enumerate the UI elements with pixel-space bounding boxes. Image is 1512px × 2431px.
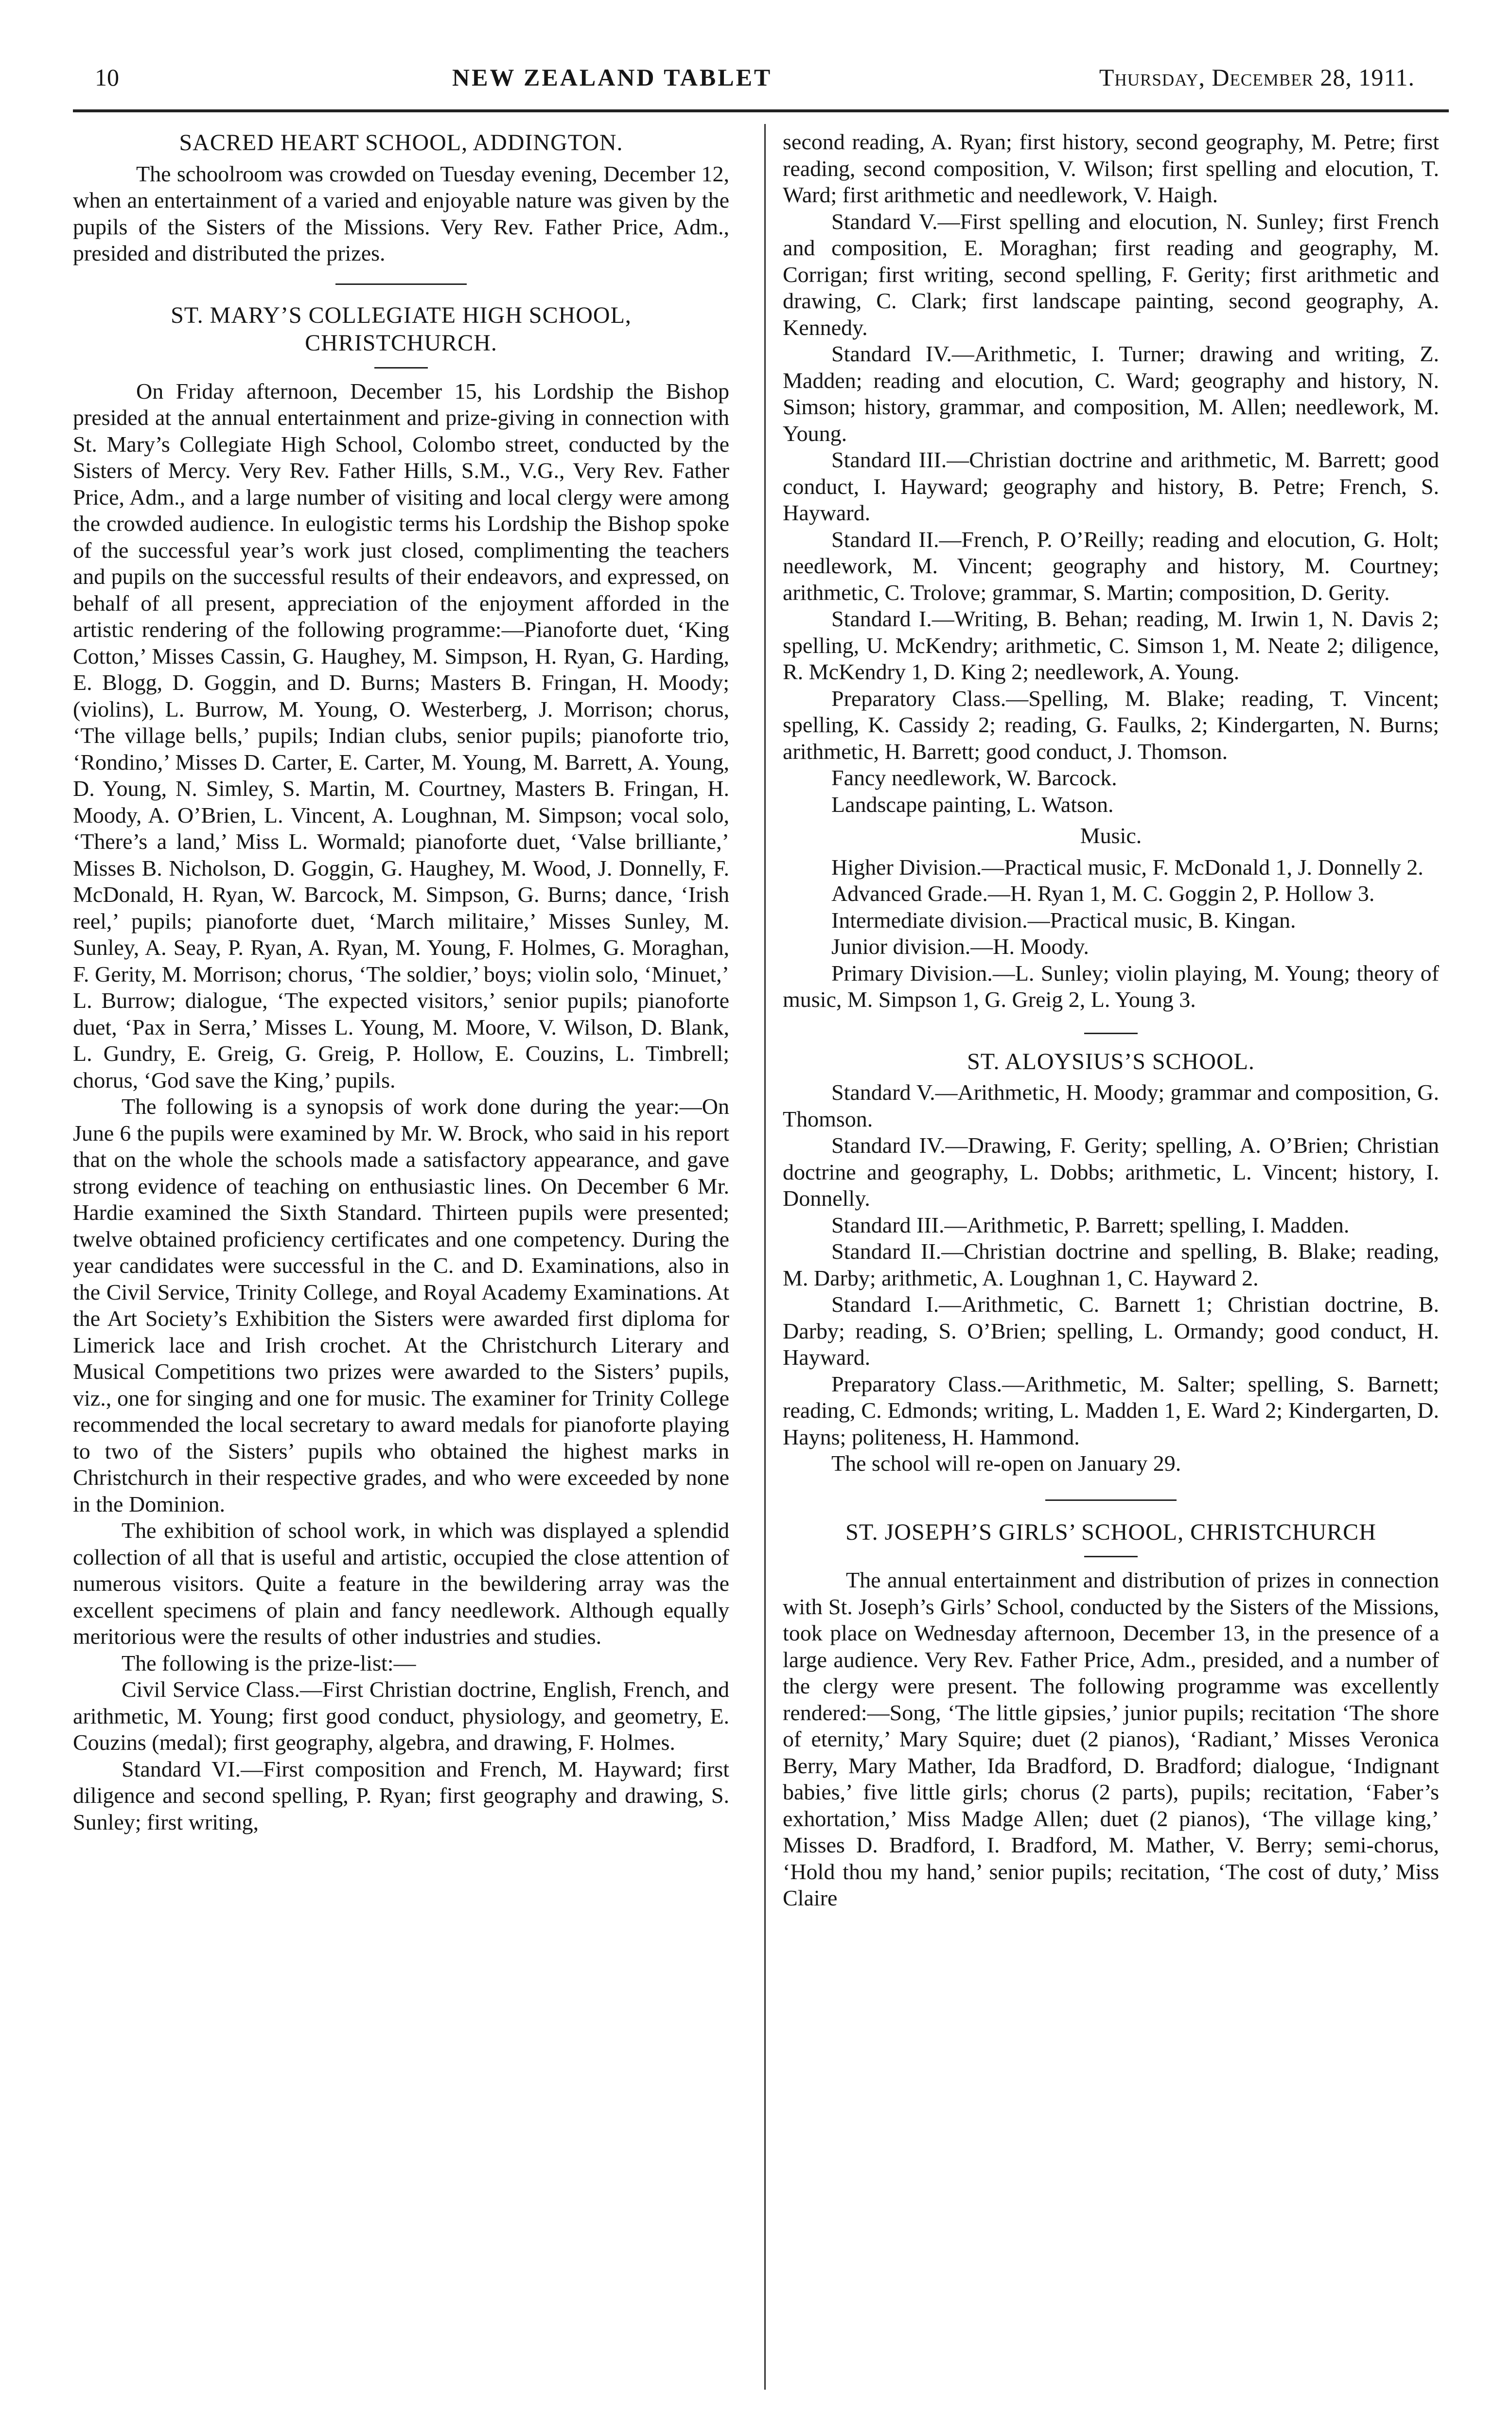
prize-entry: Preparatory Class.—Spelling, M. Blake; reading, T. Vincent; spelling, K. Cassidy 2; reading, G. Faulks, 2; Kindergarten, N. Burns; arithmetic, H. Barrett; good conduct, J. Thomson. bbox=[783, 686, 1439, 764]
music-heading: Music. bbox=[1080, 823, 1142, 848]
prize-entry: Standard III.—Arithmetic, P. Barrett; spelling, I. Madden. bbox=[831, 1212, 1350, 1237]
prize-entry: Standard I.—Arithmetic, C. Barnett 1; Christian doctrine, B. Darby; reading, S. O’Brien; spelling, L. Ormandy; good conduct, H. Hayward. bbox=[783, 1292, 1439, 1370]
music-entry: Advanced Grade.—H. Ryan 1, M. C. Goggin 2, P. Hollow 3. bbox=[831, 881, 1375, 906]
music-entry: Intermediate division.—Practical music, B. Kingan. bbox=[831, 907, 1296, 933]
prize-entry: Civil Service Class.—First Christian doctrine, English, French, and arithmetic, M. Young; first good conduct, physiology, and geometry, E. Couzins (medal); first geography, algebra, and drawing, F. Holmes. bbox=[73, 1677, 729, 1755]
reopen-notice: The school will re-open on January 29. bbox=[831, 1451, 1181, 1476]
prize-entry: Standard II.—Christian doctrine and spelling, B. Blake; reading, M. Darby; arithmetic, A. Loughnan 1, C. Hayward 2. bbox=[783, 1239, 1439, 1290]
sacred-heart-paragraph: The schoolroom was crowded on Tuesday evening, December 12, when an entertainment of a varied and enjoyable nature was given by the pupils of the Sisters of the Missions. Very Rev. Father Price, Adm., presided and distributed the prizes. bbox=[73, 161, 729, 266]
prize-entry: Landscape painting, L. Watson. bbox=[831, 792, 1114, 817]
music-entry: Higher Division.—Practical music, F. McDonald 1, J. Donnelly 2. bbox=[831, 854, 1424, 880]
music-entry: Primary Division.—L. Sunley; violin playing, M. Young; theory of music, M. Simpson 1, G. Greig 2, L. Young 3. bbox=[783, 960, 1439, 1012]
prize-entry: Fancy needlework, W. Barcock. bbox=[831, 765, 1117, 790]
prize-entry: Standard V.—First spelling and elocution, N. Sunley; first French and composition, E. Moraghan; first reading and geography, M. Corrigan; first writing, second spelling, F. Gerity; first arithmetic and drawing, C. Clark; first landscape painting, second geography, A. Kennedy. bbox=[783, 209, 1439, 340]
st-marys-paragraph: The following is a synopsis of work done during the year:—On June 6 the pupils were examined by Mr. W. Brock, who said in his report that on the whole the schools made a satisfactory appearance, and gave strong evidence of teaching on enthusiastic lines. On December 6 Mr. Hardie examined the Sixth Standard. Thirteen pupils were presented; twelve obtained proficiency certificates and one competency. During the year candidates were successful in the C. and D. Examinations, also in the Civil Service, Trinity College, and Royal Academy Examinations. At the Art Society’s Exhibition the Sisters were awarded first diploma for Limerick lace and Irish crochet. At the Christchurch Literary and Musical Competitions two prizes were awarded to the Sisters’ pupils, viz., one for singing and one for music. The examiner for Trinity College recommended the local secretary to award medals for pianoforte playing to two of the Sisters’ pupils who obtained the highest marks in Christchurch in their respective grades, and who were exceeded by none in the Dominion. bbox=[73, 1094, 729, 1516]
title-rule bbox=[374, 367, 428, 369]
section-rule bbox=[1045, 1499, 1177, 1501]
st-marys-paragraph: On Friday afternoon, December 15, his Lordship the Bishop presided at the annual entertainment and prize-giving in connection with St. Mary’s Collegiate High School, Colombo street, conducted by the Sisters of Mercy. Very Rev. Father Hills, S.M., V.G., Very Rev. Father Price, Adm., and a large number of visiting and local clergy were among the crowded audience. In eulogistic terms his Lordship the Bishop spoke of the successful year’s work just closed, complimenting the teachers and pupils on the successful results of their endeavors, and expressed, on behalf of all present, appreciation of the enjoyment afforded in the artistic rendering of the following programme:—Pianoforte duet, ‘King Cotton,’ Misses Cassin, G. Haughey, M. Simpson, H. Ryan, G. Harding, E. Blogg, D. Goggin, and D. Burns; Masters B. Fringan, H. Moody; (violins), L. Burrow, M. Young, O. Westerberg, J. Morrison; chorus, ‘The village bells,’ pupils; Indian clubs, senior pupils; pianoforte trio, ‘Rondino,’ Misses D. Carter, E. Carter, M. Young, M. Barrett, A. Young, D. Young, N. Simley, S. Martin, M. Courtney, Masters B. Fringan, H. Moody, A. O’Brien, L. Vincent, A. Loughnan, M. Simpson; vocal solo, ‘There’s a land,’ Miss L. Wormald; pianoforte duet, ‘Valse brilliante,’ Misses B. Nicholson, D. Goggin, G. Haughey, M. Wood, J. Donnelly, F. McDonald, H. Ryan, W. Barcock, M. Simpson, G. Burns; dance, ‘Irish reel,’ pupils; pianoforte duet, ‘March militaire,’ Misses Sunley, M. Sunley, A. Seay, P. Ryan, A. Ryan, M. Young, F. Holmes, G. Moraghan, F. Gerity, M. Morrison; chorus, ‘The soldier,’ boys; violin solo, ‘Minuet,’ L. Burrow; dialogue, ‘The expected visitors,’ senior pupils; pianoforte duet, ‘Pax in Serra,’ Misses L. Young, M. Moore, V. Wilson, D. Blank, L. Gundry, E. Greig, G. Greig, P. Hollow, E. Couzins, L. Timbrell; chorus, ‘God save the King,’ pupils. bbox=[73, 378, 729, 1092]
title-rule bbox=[1084, 1556, 1138, 1557]
page-number: 10 bbox=[95, 64, 119, 91]
st-aloysius-title: ST. ALOYSIUS’S SCHOOL. bbox=[967, 1048, 1255, 1075]
prize-entry: Preparatory Class.—Arithmetic, M. Salter; spelling, S. Barnett; reading, C. Edmonds; writing, L. Madden 1, E. Ward 2; Kindergarten, D. Hayns; politeness, H. Hammond. bbox=[783, 1371, 1439, 1449]
section-rule bbox=[335, 283, 467, 285]
section-rule bbox=[1084, 1033, 1138, 1034]
header-rule bbox=[73, 109, 1449, 112]
right-column bbox=[783, 129, 1439, 1912]
prize-entry: Standard II.—French, P. O’Reilly; reading and elocution, G. Holt; needlework, M. Vincent; geography and history, M. Courtney; arithmetic, C. Trolove; grammar, S. Martin; composition, D. Gerity. bbox=[783, 527, 1439, 605]
prize-entry: Standard IV.—Drawing, F. Gerity; spelling, A. O’Brien; Christian doctrine and geography, L. Dobbs; arithmetic, L. Vincent; history, I. Donnelly. bbox=[783, 1133, 1439, 1211]
sacred-heart-title: SACRED HEART SCHOOL, ADDINGTON. bbox=[179, 130, 623, 156]
page-header bbox=[73, 63, 1434, 107]
prize-entry: Standard VI.—First composition and French, M. Hayward; first diligence and second spelling, P. Ryan; first geography and drawing, S. Sunley; first writing, bbox=[73, 1756, 729, 1834]
prize-list-intro: The following is the prize-list:— bbox=[122, 1650, 416, 1675]
prize-entry: second reading, A. Ryan; first history, second geography, M. Petre; first reading, second composition, V. Wilson; first spelling and elocution, T. Ward; first arithmetic and needlework, V. Haigh. bbox=[783, 129, 1439, 207]
music-entry: Junior division.—H. Moody. bbox=[831, 934, 1089, 959]
masthead: NEW ZEALAND TABLET bbox=[452, 64, 773, 91]
prize-entry: Standard V.—Arithmetic, H. Moody; grammar and composition, G. Thomson. bbox=[783, 1080, 1439, 1131]
st-marys-paragraph: The exhibition of school work, in which was displayed a splendid collection of all that is useful and artistic, occupied the close attention of numerous visitors. Quite a feature in the bewildering array was the excellent specimens of plain and fancy needlework. Although equally meritorious were the results of other industries and studies. bbox=[73, 1518, 729, 1649]
st-josephs-title: ST. JOSEPH’S GIRLS’ SCHOOL, CHRISTCHURCH bbox=[845, 1519, 1376, 1545]
issue-date: Thursday, December 28, 1911. bbox=[1099, 64, 1415, 91]
left-column bbox=[73, 129, 729, 1835]
column-divider bbox=[764, 124, 766, 2390]
prize-entry: Standard IV.—Arithmetic, I. Turner; drawing and writing, Z. Madden; reading and elocution, C. Ward; geography and history, N. Simson; history, grammar, and composition, M. Allen; needlework, M. Young. bbox=[783, 341, 1439, 446]
prize-entry: Standard I.—Writing, B. Behan; reading, M. Irwin 1, N. Davis 2; spelling, U. McKendry; arithmetic, C. Simson 1, M. Neate 2; diligence, R. McKendry 1, D. King 2; needlework, A. Young. bbox=[783, 606, 1439, 684]
st-marys-title: ST. MARY’S COLLEGIATE HIGH SCHOOL, CHRISTCHURCH. bbox=[171, 302, 632, 356]
st-josephs-paragraph: The annual entertainment and distribution of prizes in connection with St. Joseph’s Girls’ School, conducted by the Sisters of the Missions, took place on Wednesday afternoon, December 13, in the presence of a large audience. Very Rev. Father Price, Adm., presided, and a number of the clergy were present. The following programme was excellently rendered:—Song, ‘The little gipsies,’ junior pupils; recitation ‘The shore of eternity,’ Mary Squire; duet (2 pianos), ‘Radiant,’ Misses Veronica Berry, Mary Mather, Ida Bradford, D. Bradford; dialogue, ‘Indignant babies,’ five little girls; chorus (2 parts), pupils; recitation, ‘Faber’s exhortation,’ Miss Madge Allen; duet (2 pianos), ‘The village king,’ Misses D. Bradford, I. Bradford, M. Mather, V. Berry; semi-chorus, ‘Hold thou my hand,’ senior pupils; recitation, ‘The cost of duty,’ Miss Claire bbox=[783, 1568, 1439, 1911]
prize-entry: Standard III.—Christian doctrine and arithmetic, M. Barrett; good conduct, I. Hayward; geography and history, B. Petre; French, S. Hayward. bbox=[783, 447, 1439, 525]
